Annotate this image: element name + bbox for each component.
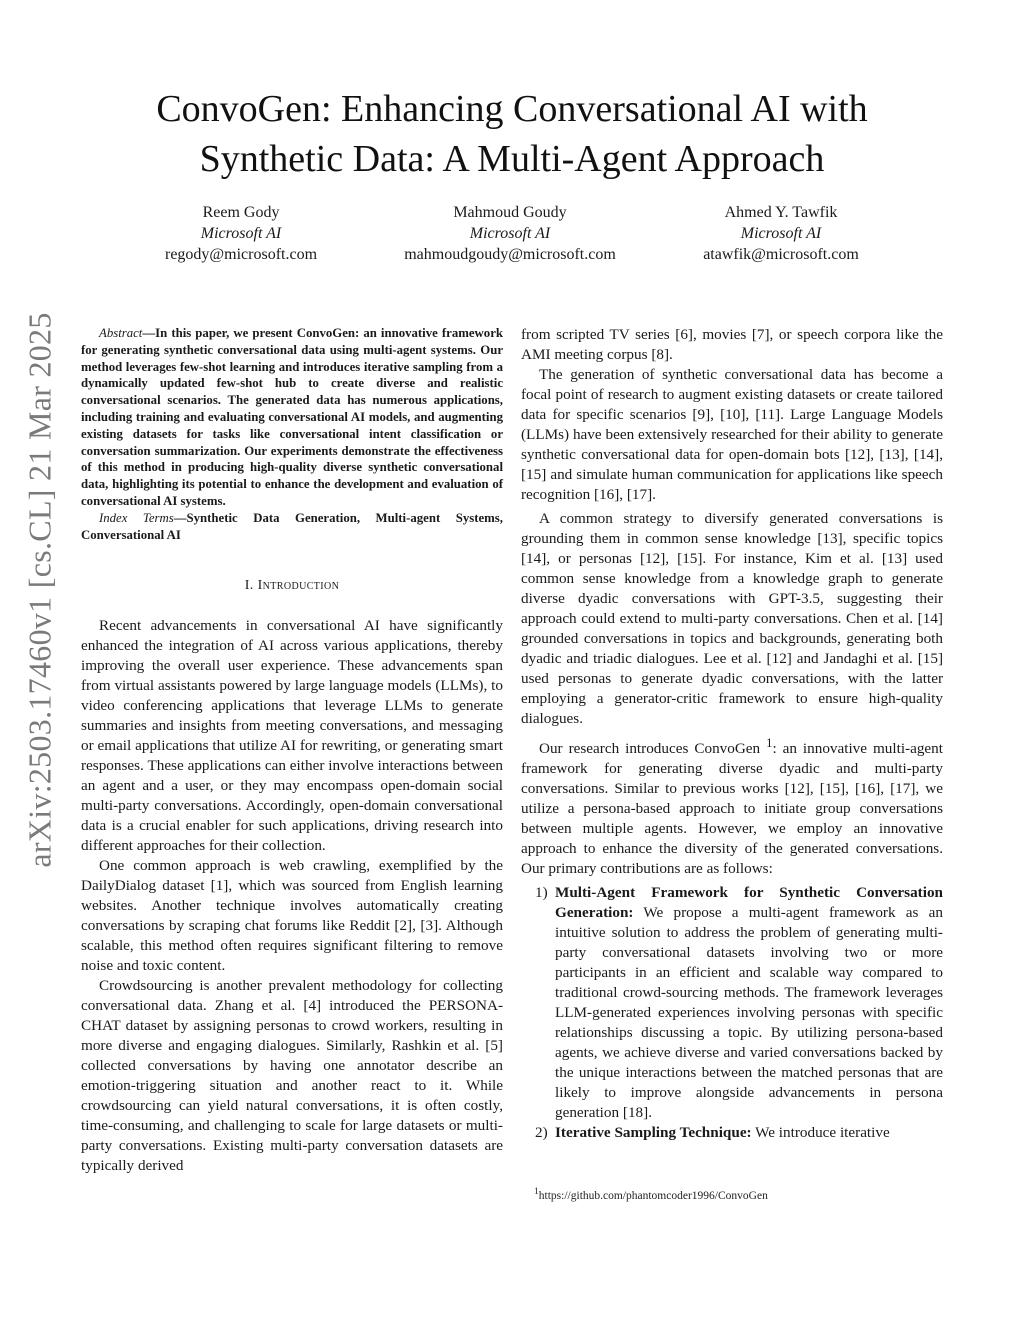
abstract: [81, 325, 503, 510]
paragraph: The generation of synthetic conversational data has become a focal point of research to augment existing datasets or create tailored data for specific scenarios [9], [10], [11]. Large Language Models (LLMs) have been extensively researched for their ability to generate synthetic conversational data for open-domain bots [12], [13], [14], [15] and simulate human communication for applications like speech recognition [16], [17].: [521, 366, 943, 503]
footnote: [534, 1186, 768, 1202]
arxiv-sidebar: [0, 0, 80, 1325]
section-heading: [81, 576, 503, 596]
list-number: 1): [535, 884, 548, 902]
index-terms: [81, 510, 503, 544]
author-name: Mahmoud Goudy: [453, 204, 567, 221]
author-name: Ahmed Y. Tawfik: [724, 204, 838, 221]
author-email: mahmoudgoudy@microsoft.com: [404, 246, 616, 263]
list-item: [521, 883, 943, 1123]
paper-title: ConvoGen: Enhancing Conversational AI with Synthetic Data: A Multi-Agent Approach: [156, 88, 868, 180]
list-item-title: Multi-Agent Framework for Synthetic Conversation Generation:: [555, 884, 943, 922]
section-title: Introduction: [257, 578, 340, 594]
paragraph: Crowdsourcing is another prevalent methodology for collecting conversational data. Zhang et al. [4] introduced the PERSONA-CHAT dataset by assigning personas to crowd workers, resulting in more diverse and engaging dialogues. Similarly, Rashkin et al. [5] collected conversations by having one annotator describe an emotion-triggering situation and another react to it. While crowdsourcing can yield natural conversations, it is often costly, time-consuming, and challenging to scale for large datasets or multi-party conversations. Existing multi-party conversation datasets are typically derived: [81, 977, 503, 1175]
arxiv-identifier: arXiv:2503.17460v1 [cs.CL] 21 Mar 2025: [21, 312, 58, 868]
index-terms-label: Index Terms: [99, 510, 174, 525]
author-affiliation: Microsoft AI: [740, 225, 822, 242]
contributions-list: [521, 883, 943, 1143]
right-column: [521, 325, 943, 1143]
author-block: [631, 202, 931, 265]
footnote-marker: 1: [766, 736, 773, 750]
footnote-number: 1: [534, 1186, 539, 1197]
author-affiliation: Microsoft AI: [469, 225, 551, 242]
list-item-title: Iterative Sampling Technique:: [555, 1124, 752, 1142]
paragraph: One common approach is web crawling, exemplified by the DailyDialog dataset [1], which was sourced from English learning websites. Another technique involves automatically creating conversations by scraping chat forums like Reddit [2], [3]. Although scalable, this method often requires significant filtering to remove noise and toxic content.: [81, 857, 503, 975]
author-name: Reem Gody: [202, 204, 280, 221]
abstract-text: —In this paper, we present ConvoGen: an innovative framework for generating synthetic conversational data using multi-agent systems. Our method leverages few-shot learning and introduces iterative sampling from a dynamically updated few-shot hub to create diverse and realistic conversational scenarios. The generated data has numerous applications, including training and evaluating conversational AI models, and augmenting existing datasets for tasks like conversational intent classification or conversation summarization. Our experiments demonstrate the effectiveness of this method in producing high-quality diverse synthetic conversational data, highlighting its potential to enhance the development and evaluation of conversational AI systems.: [81, 326, 503, 508]
list-number: 2): [535, 1124, 548, 1142]
author-email: atawfik@microsoft.com: [703, 246, 859, 263]
paragraph: A common strategy to diversify generated conversations is grounding them in common sense knowledge [13], specific topics [14], or personas [12], [15]. For instance, Kim et al. [13] used common sense knowledge from a knowledge graph to generate diverse dyadic conversations with GPT-3.5, suggesting their approach could extend to multi-party conversations. Chen et al. [14] grounded conversations in topics and backgrounds, generating both dyadic and triadic dialogues. Lee et al. [12] and Jandaghi et al. [15] used personas to generate dyadic conversations, with the latter employing a generator-critic framework to ensure high-quality dialogues.: [521, 510, 943, 727]
author-block: [360, 202, 660, 265]
list-item-text: We propose a multi-agent framework as an intuitive solution to address the problem of generating multi-party conversational datasets involving two or more participants in an efficient and scalable way compared to traditional crowd-sourcing methods. The framework leverages LLM-generated experiences involving personas with specific relationships discussing a topic. By utilizing persona-based agents, we achieve diverse and varied conversations backed by the unique interactions between the matched personas that are likely to improve alongside advancements in persona generation [18].: [555, 904, 943, 1122]
list-item: [521, 1123, 943, 1143]
contributions-intro: Our research introduces ConvoGen $^1$: an innovative multi-agent framework for generating diverse dyadic and multi-party conversations. Similar to previous works [12], [15], [16], [17], we utilize a persona-based approach to initiate group conversations between multiple agents. However, we employ an innovative approach to enhance the diversity of the generated conversations. Our primary contributions are as follows:: [521, 736, 943, 878]
paragraph-continuation: from scripted TV series [6], movies [7], or speech corpora like the AMI meeting corpus [8].: [521, 326, 943, 363]
author-affiliation: Microsoft AI: [200, 225, 282, 242]
list-item-text: We introduce iterative: [751, 1124, 890, 1142]
paragraph: Recent advancements in conversational AI have significantly enhanced the integration of AI across various applications, thereby improving the overall user experience. These advancements span from virtual assistants powered by large language models (LLMs), to video conferencing applications that leverage LLMs to generate summaries and insights from meeting conversations, and messaging or email applications that utilize AI for rewriting, or generating smart responses. These applications can either involve interactions between an agent and a user, or they may encompass open-domain social multi-party conversations. Accordingly, open-domain conversational data is a crucial enabler for such applications, driving research into different approaches for their collection.: [81, 617, 503, 855]
left-column: [81, 325, 503, 1176]
author-email: regody@microsoft.com: [164, 246, 318, 263]
section-number: I.: [244, 578, 254, 594]
index-terms-text: —Synthetic Data Generation, Multi-agent Systems, Conversational AI: [81, 510, 503, 542]
abstract-label: Abstract: [99, 326, 143, 340]
author-block: [91, 202, 391, 265]
footnote-link[interactable]: https://github.com/phantomcoder1996/ConvoGen: [538, 1189, 768, 1202]
